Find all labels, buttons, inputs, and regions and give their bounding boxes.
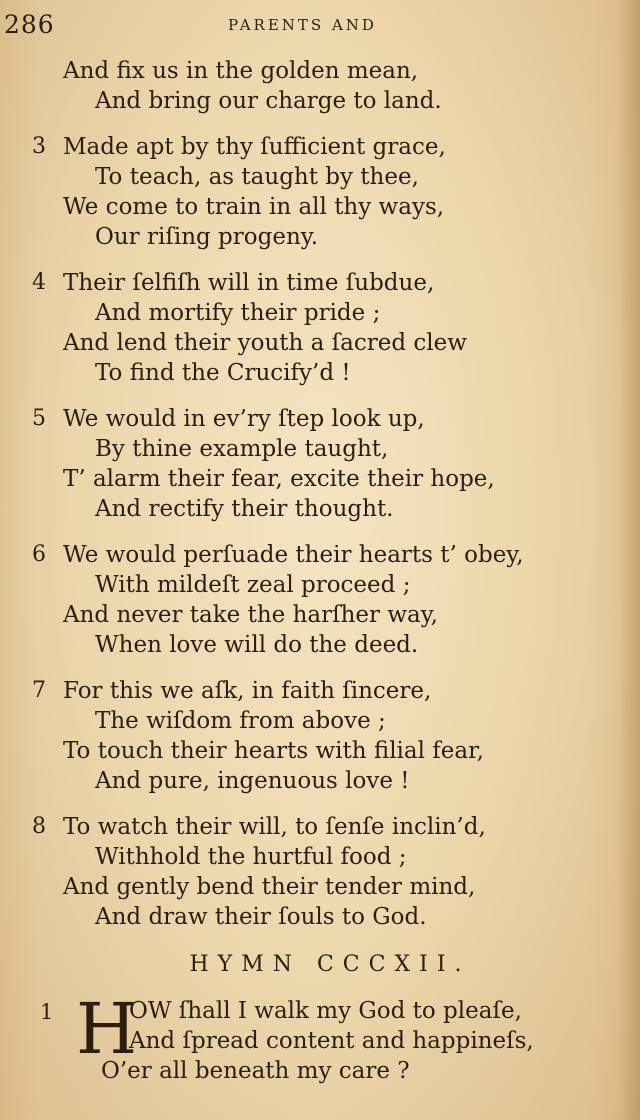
verse-line: When love will do the deed.	[95, 632, 419, 658]
drop-cap: H	[76, 988, 138, 1070]
verse-line: To touch their hearts with filial fear,	[63, 738, 484, 764]
verse-line: And ſpread content and happineſs,	[129, 1028, 534, 1054]
stanza-continuation	[0, 56, 640, 116]
verse-line: And mortify their pride ;	[95, 300, 381, 326]
verse-line	[0, 132, 640, 162]
verse-line: And never take the harſher way,	[63, 602, 438, 628]
verse-line: And rectify their thought.	[95, 496, 394, 522]
verse-line: To teach, as taught by thee,	[95, 164, 419, 190]
running-title: PARENTS AND	[228, 16, 377, 34]
verse-line	[0, 676, 640, 706]
verse-line: We come to train in all thy ways,	[63, 194, 445, 220]
verse-line-text: To watch their will, to ſenſe inclin’d,	[63, 814, 486, 840]
stanza-5	[0, 404, 640, 524]
verse-line: And lend their youth a ſacred clew	[63, 330, 467, 356]
verse-line	[0, 268, 640, 298]
hymn-stanza-1	[0, 988, 640, 1086]
stanza-number: 4	[32, 270, 46, 295]
stanza-3	[0, 132, 640, 252]
stanza-7	[0, 676, 640, 796]
running-head	[0, 10, 640, 40]
page-number: 286	[4, 10, 55, 39]
verse-line: T’ alarm their fear, excite their hope,	[63, 466, 495, 492]
verse-line: Our riſing progeny.	[95, 224, 319, 250]
verse-line	[0, 540, 640, 570]
verse-line: With mildeſt zeal proceed ;	[95, 572, 411, 598]
stanza-number: 5	[32, 406, 46, 431]
stanza-4	[0, 268, 640, 388]
verse-line: And draw their ſouls to God.	[95, 904, 427, 930]
stanza-8	[0, 812, 640, 932]
stanza-number: 3	[32, 134, 46, 159]
verse-line-text: Made apt by thy ſufficient grace,	[63, 134, 446, 160]
stanza-number: 8	[32, 814, 46, 839]
stanza-number: 7	[32, 678, 46, 703]
verse-line-text: Their ſelfiſh will in time ſubdue,	[63, 270, 435, 296]
verse-line: OW ſhall I walk my God to pleaſe,	[129, 998, 522, 1024]
verse-line: And bring our charge to land.	[95, 88, 442, 114]
verse-line-text: For this we aſk, in faith ſincere,	[63, 678, 432, 704]
verse-line-text: We would in ev’ry ſtep look up,	[63, 406, 425, 432]
verse-line	[0, 404, 640, 434]
verse-line: Withhold the hurtful food ;	[95, 844, 407, 870]
hymn-title: HYMN CCCXII.	[189, 952, 471, 977]
verse-line: By thine example taught,	[95, 436, 389, 462]
hymn-text	[0, 56, 640, 1086]
verse-line-text: We would perſuade their hearts t’ obey,	[63, 542, 524, 568]
verse-line	[0, 812, 640, 842]
stanza-number: 6	[32, 542, 46, 567]
verse-line: The wiſdom from above ;	[95, 708, 386, 734]
verse-line: And pure, ingenuous love !	[95, 768, 410, 794]
verse-line: O’er all beneath my care ?	[101, 1058, 410, 1084]
stanza-number: 1	[40, 1000, 54, 1024]
verse-line: And fix us in the golden mean,	[63, 58, 419, 84]
stanza-6	[0, 540, 640, 660]
verse-line: To find the Crucify’d !	[95, 360, 351, 386]
verse-line: And gently bend their tender mind,	[63, 874, 476, 900]
